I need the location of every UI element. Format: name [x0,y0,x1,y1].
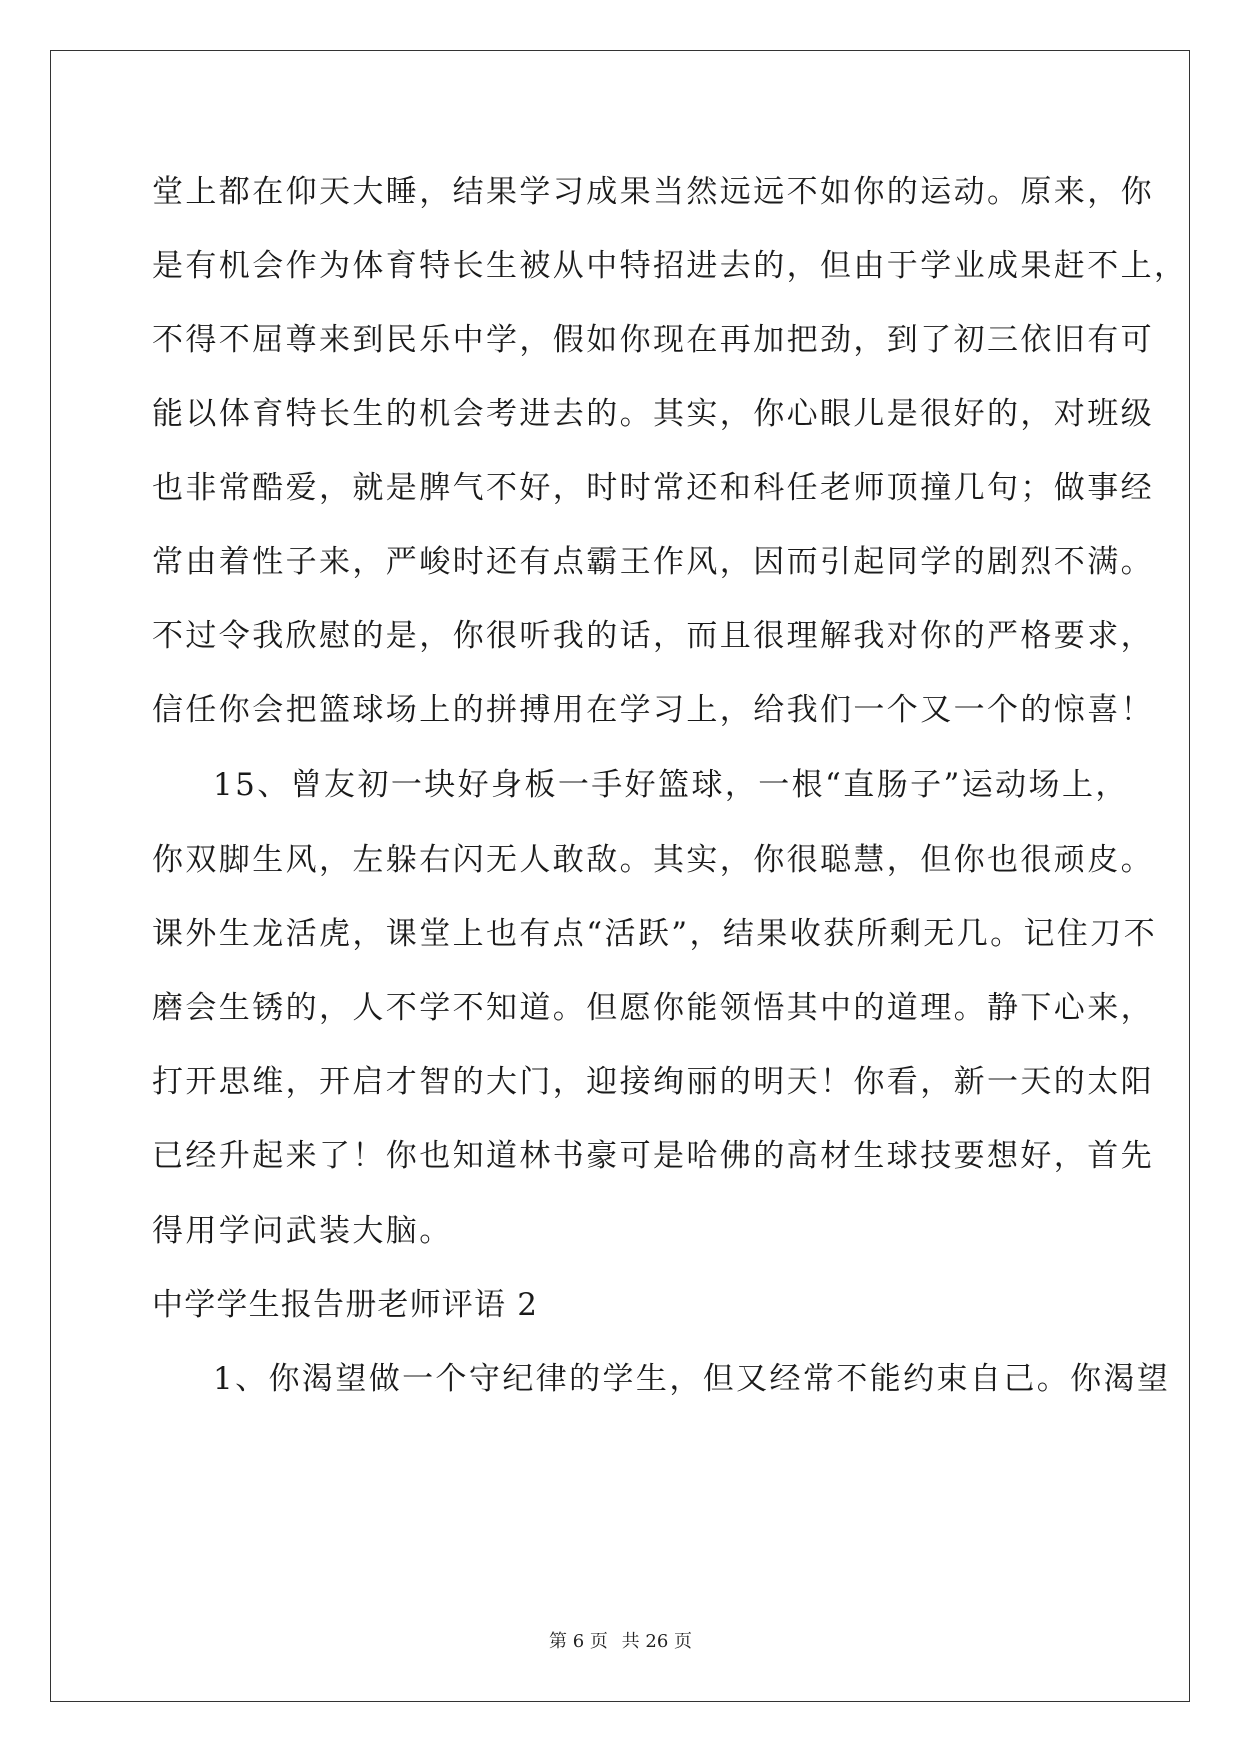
text-line: 能以体育特长生的机会考进去的。其实，你心眼儿是很好的，对班级 [152,396,1154,432]
text-line: 不过令我欣慰的是，你很听我的话，而且很理解我对你的严格要求， [152,618,1154,654]
text-line: 信任你会把篮球场上的拼搏用在学习上，给我们一个又一个的惊喜！ [152,692,1154,728]
text-line: 已经升起来了！你也知道林书豪可是哈佛的高材生球技要想好，首先 [152,1138,1154,1174]
text-line: 磨会生锈的，人不学不知道。但愿你能领悟其中的道理。静下心来， [152,990,1154,1026]
section-heading: 中学学生报告册老师评语 2 [152,1287,539,1323]
text-line: 课外生龙活虎，课堂上也有点“活跃”，结果收获所剩无几。记住刀不 [152,916,1158,952]
text-line: 你双脚生风，左躲右闪无人敢敌。其实，你很聪慧，但你也很顽皮。 [152,842,1154,878]
text-line: 得用学问武装大脑。 [152,1213,453,1249]
text-line: 也非常酷爱，就是脾气不好，时时常还和科任老师顶撞几句；做事经 [152,470,1154,506]
text-line: 不得不屈尊来到民乐中学，假如你现在再加把劲，到了初三依旧有可 [152,322,1154,358]
text-line: 打开思维，开启才智的大门，迎接绚丽的明天！你看，新一天的太阳 [152,1064,1154,1100]
paragraph-start-line: 1、你渴望做一个守纪律的学生，但又经常不能约束自己。你渴望 [213,1361,1171,1397]
text-line: 常由着性子来，严峻时还有点霸王作风，因而引起同学的剧烈不满。 [152,544,1154,580]
paragraph-start-line: 15、曾友初一块好身板一手好篮球，一根“直肠子”运动场上， [213,767,1129,803]
page-total: 共 26 页 [621,1631,692,1652]
text-line: 堂上都在仰天大睡，结果学习成果当然远远不如你的运动。原来，你 [152,174,1154,210]
page-number: 第 6 页 [549,1631,608,1652]
page-footer [0,1630,1241,1654]
text-line: 是有机会作为体育特长生被从中特招进去的，但由于学业成果赶不上， [152,248,1188,284]
